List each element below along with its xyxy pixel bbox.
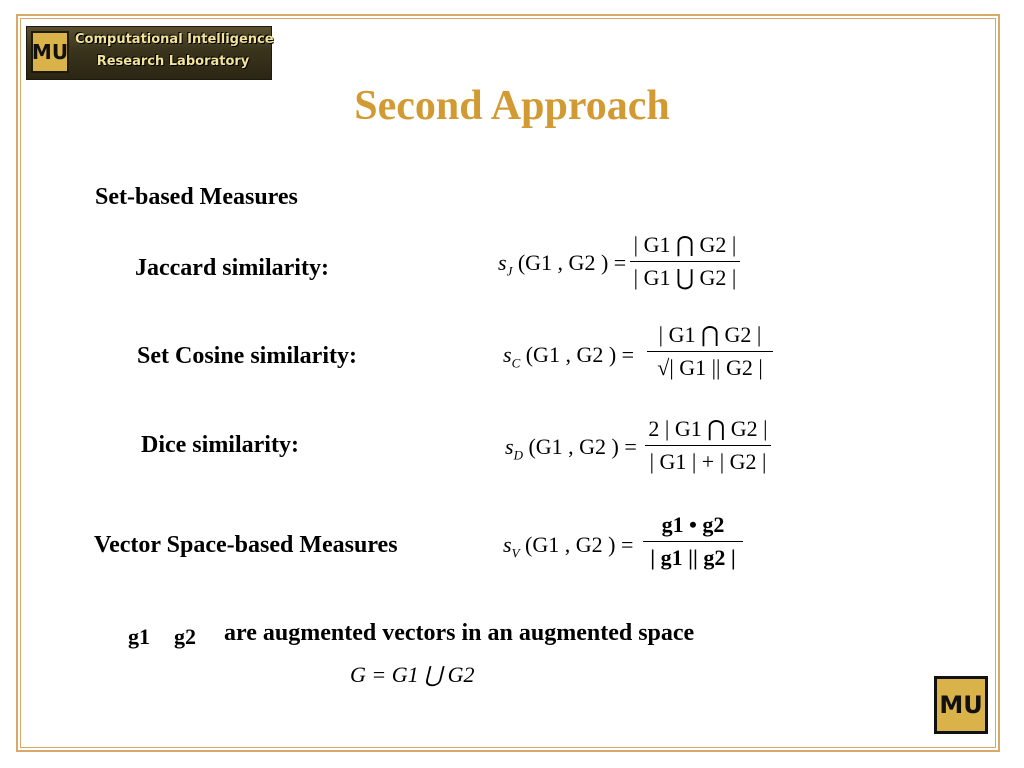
- vector-based-heading: Vector Space-based Measures: [94, 532, 398, 558]
- vector-sub: V: [511, 545, 520, 561]
- jaccard-denominator: | G1 ⋃ G2 |: [633, 265, 737, 290]
- vector-denominator: | g1 || g2 |: [650, 545, 736, 570]
- dice-sub: D: [513, 447, 523, 463]
- vector-s: s: [503, 532, 512, 557]
- dice-s: s: [505, 434, 514, 459]
- dice-denominator: | G1 | + | G2 |: [649, 449, 767, 474]
- g1-symbol: g1: [128, 624, 150, 649]
- banner-line-2: Research Laboratory: [96, 54, 250, 69]
- cosine-numerator: | G1 ⋂ G2 |: [658, 322, 762, 347]
- lab-banner-logo: [26, 26, 272, 80]
- jaccard-args: (G1 , G2 ) =: [517, 250, 627, 275]
- cosine-args: (G1 , G2 ) =: [525, 342, 635, 367]
- jaccard-fraction-bar: [630, 261, 740, 262]
- dice-label: Dice similarity:: [141, 432, 299, 458]
- dice-args: (G1 , G2 ) =: [528, 434, 637, 459]
- cosine-denominator: √| G1 || G2 |: [657, 355, 763, 380]
- mu-footer-logo: MU: [934, 676, 988, 734]
- dice-numerator: 2 | G1 ⋂ G2 |: [648, 416, 768, 441]
- cosine-label: Set Cosine similarity:: [137, 343, 357, 369]
- mu-badge-icon: MU: [31, 31, 69, 73]
- jaccard-label: Jaccard similarity:: [135, 255, 329, 281]
- augmented-space-formula: G = G1 ⋃ G2: [350, 662, 475, 687]
- g2-symbol: g2: [174, 624, 196, 649]
- vector-numerator: g1 • g2: [661, 512, 725, 537]
- cosine-fraction-bar: [647, 351, 773, 352]
- cosine-s: s: [503, 342, 512, 367]
- banner-line-1: Computational Intelligence: [75, 32, 274, 47]
- vector-fraction-bar: [643, 541, 743, 542]
- jaccard-sub: J: [506, 263, 513, 279]
- augmented-note: are augmented vectors in an augmented space: [224, 620, 695, 646]
- set-based-heading: Set-based Measures: [95, 184, 298, 210]
- jaccard-numerator: | G1 ⋂ G2 |: [633, 232, 737, 257]
- jaccard-s: s: [498, 250, 507, 275]
- slide-title: Second Approach: [354, 83, 670, 129]
- cosine-sub: C: [511, 355, 521, 371]
- dice-fraction-bar: [645, 445, 771, 446]
- vector-args: (G1 , G2 ) =: [525, 532, 634, 557]
